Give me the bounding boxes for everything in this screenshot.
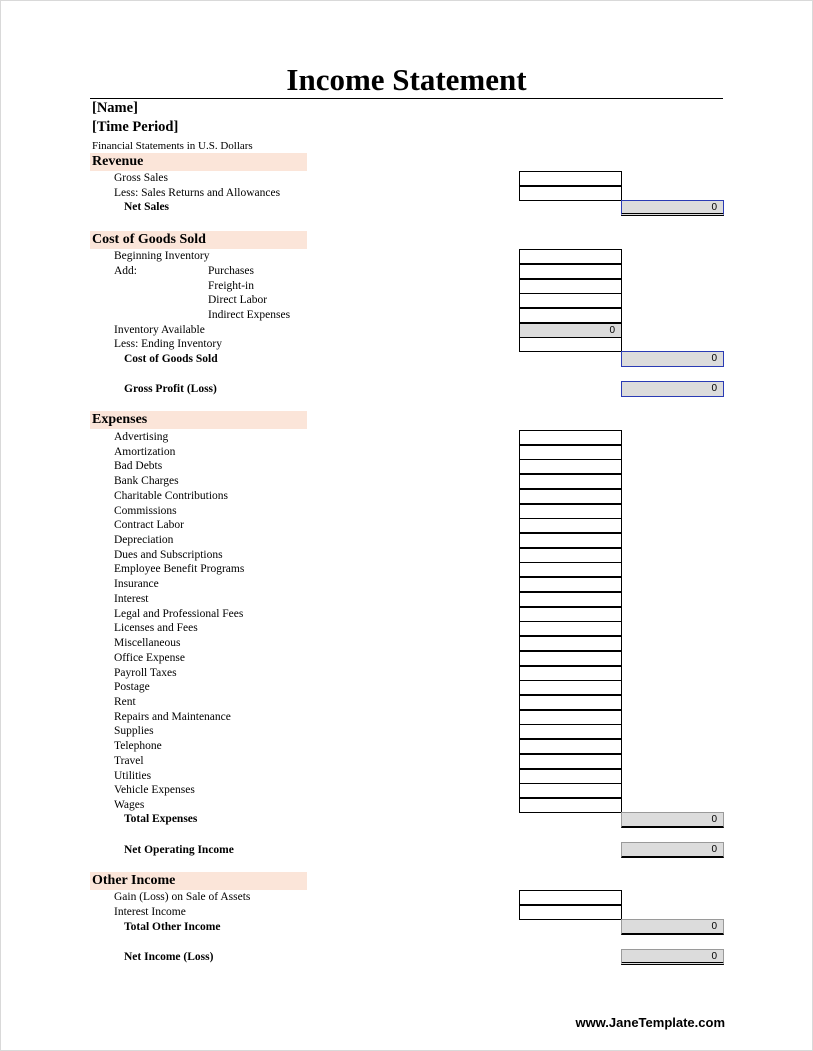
input-purchases[interactable] bbox=[519, 264, 622, 279]
input-sales-returns[interactable] bbox=[519, 186, 622, 201]
input-expense-item[interactable] bbox=[519, 666, 622, 681]
label-expense-item: Contract Labor bbox=[114, 519, 184, 531]
label-add: Add: bbox=[114, 265, 137, 277]
section-cost-of-goods-sold: Cost of Goods Sold bbox=[90, 231, 307, 249]
input-expense-item[interactable] bbox=[519, 430, 622, 445]
input-expense-item[interactable] bbox=[519, 636, 622, 651]
label-ending-inventory: Less: Ending Inventory bbox=[114, 338, 222, 350]
input-expense-item[interactable] bbox=[519, 592, 622, 607]
label-freight-in: Freight-in bbox=[208, 280, 254, 292]
input-freight-in[interactable] bbox=[519, 279, 622, 294]
label-total-expenses: Total Expenses bbox=[124, 813, 198, 825]
label-gross-sales: Gross Sales bbox=[114, 172, 168, 184]
input-expense-item[interactable] bbox=[519, 769, 622, 784]
label-expense-item: Employee Benefit Programs bbox=[114, 563, 245, 575]
input-expense-item[interactable] bbox=[519, 798, 622, 813]
label-expense-item: Office Expense bbox=[114, 652, 185, 664]
label-cost-of-goods-sold: Cost of Goods Sold bbox=[124, 353, 218, 365]
label-expense-item: Dues and Subscriptions bbox=[114, 549, 223, 561]
value-net-sales: 0 bbox=[621, 200, 724, 216]
input-expense-item[interactable] bbox=[519, 754, 622, 769]
label-expense-item: Bank Charges bbox=[114, 475, 179, 487]
value-total-expenses: 0 bbox=[621, 812, 724, 828]
input-direct-labor[interactable] bbox=[519, 293, 622, 308]
label-expense-item: Payroll Taxes bbox=[114, 667, 177, 679]
label-gross-profit: Gross Profit (Loss) bbox=[124, 383, 217, 395]
input-expense-item[interactable] bbox=[519, 548, 622, 563]
label-expense-item: Legal and Professional Fees bbox=[114, 608, 244, 620]
input-interest-income[interactable] bbox=[519, 905, 622, 920]
input-expense-item[interactable] bbox=[519, 504, 622, 519]
label-expense-item: Insurance bbox=[114, 578, 159, 590]
label-expense-item: Depreciation bbox=[114, 534, 174, 546]
label-expense-item: Commissions bbox=[114, 505, 177, 517]
section-expenses: Expenses bbox=[90, 411, 307, 429]
section-revenue: Revenue bbox=[90, 153, 307, 171]
label-expense-item: Bad Debts bbox=[114, 460, 163, 472]
input-expense-item[interactable] bbox=[519, 739, 622, 754]
label-expense-item: Wages bbox=[114, 799, 145, 811]
input-expense-item[interactable] bbox=[519, 783, 622, 798]
name-placeholder: [Name] bbox=[92, 100, 138, 116]
footer-website[interactable]: www.JaneTemplate.com bbox=[575, 1015, 725, 1030]
value-inventory-available: 0 bbox=[519, 323, 622, 338]
time-period-placeholder: [Time Period] bbox=[92, 119, 179, 135]
input-expense-item[interactable] bbox=[519, 489, 622, 504]
label-expense-item: Amortization bbox=[114, 446, 176, 458]
title-underline bbox=[90, 98, 723, 99]
input-expense-item[interactable] bbox=[519, 607, 622, 622]
label-expense-item: Advertising bbox=[114, 431, 169, 443]
label-expense-item: Charitable Contributions bbox=[114, 490, 229, 502]
input-gross-sales[interactable] bbox=[519, 171, 622, 186]
label-net-sales: Net Sales bbox=[124, 201, 170, 213]
section-other-income: Other Income bbox=[90, 872, 307, 890]
input-expense-item[interactable] bbox=[519, 621, 622, 636]
value-net-operating-income: 0 bbox=[621, 842, 724, 858]
label-expense-item: Interest bbox=[114, 593, 149, 605]
input-indirect-expenses[interactable] bbox=[519, 308, 622, 323]
input-expense-item[interactable] bbox=[519, 710, 622, 725]
value-cost-of-goods-sold: 0 bbox=[621, 351, 724, 367]
input-expense-item[interactable] bbox=[519, 445, 622, 460]
input-expense-item[interactable] bbox=[519, 651, 622, 666]
label-total-other-income: Total Other Income bbox=[124, 921, 221, 933]
input-ending-inventory[interactable] bbox=[519, 337, 622, 352]
input-expense-item[interactable] bbox=[519, 724, 622, 739]
value-total-other-income: 0 bbox=[621, 919, 724, 935]
input-expense-item[interactable] bbox=[519, 695, 622, 710]
input-expense-item[interactable] bbox=[519, 518, 622, 533]
label-inventory-available: Inventory Available bbox=[114, 324, 205, 336]
label-net-operating-income: Net Operating Income bbox=[124, 844, 234, 856]
currency-note: Financial Statements in U.S. Dollars bbox=[92, 140, 253, 152]
input-expense-item[interactable] bbox=[519, 533, 622, 548]
value-net-income: 0 bbox=[621, 949, 724, 965]
label-expense-item: Postage bbox=[114, 681, 150, 693]
input-gain-loss-sale-assets[interactable] bbox=[519, 890, 622, 905]
input-expense-item[interactable] bbox=[519, 459, 622, 474]
input-expense-item[interactable] bbox=[519, 474, 622, 489]
value-gross-profit: 0 bbox=[621, 381, 724, 397]
label-expense-item: Licenses and Fees bbox=[114, 622, 198, 634]
label-expense-item: Vehicle Expenses bbox=[114, 784, 195, 796]
label-expense-item: Travel bbox=[114, 755, 144, 767]
label-expense-item: Rent bbox=[114, 696, 136, 708]
label-interest-income: Interest Income bbox=[114, 906, 186, 918]
label-direct-labor: Direct Labor bbox=[208, 294, 268, 306]
label-expense-item: Repairs and Maintenance bbox=[114, 711, 231, 723]
label-expense-item: Supplies bbox=[114, 725, 154, 737]
label-purchases: Purchases bbox=[208, 265, 254, 277]
label-gain-loss-sale-assets: Gain (Loss) on Sale of Assets bbox=[114, 891, 251, 903]
label-expense-item: Miscellaneous bbox=[114, 637, 181, 649]
input-expense-item[interactable] bbox=[519, 680, 622, 695]
label-expense-item: Utilities bbox=[114, 770, 152, 782]
page-title: Income Statement bbox=[286, 62, 527, 97]
label-indirect-expenses: Indirect Expenses bbox=[208, 309, 291, 321]
input-beginning-inventory[interactable] bbox=[519, 249, 622, 264]
label-sales-returns: Less: Sales Returns and Allowances bbox=[114, 187, 281, 199]
input-expense-item[interactable] bbox=[519, 577, 622, 592]
label-expense-item: Telephone bbox=[114, 740, 162, 752]
input-expense-item[interactable] bbox=[519, 562, 622, 577]
label-beginning-inventory: Beginning Inventory bbox=[114, 250, 210, 262]
label-net-income: Net Income (Loss) bbox=[124, 951, 214, 963]
